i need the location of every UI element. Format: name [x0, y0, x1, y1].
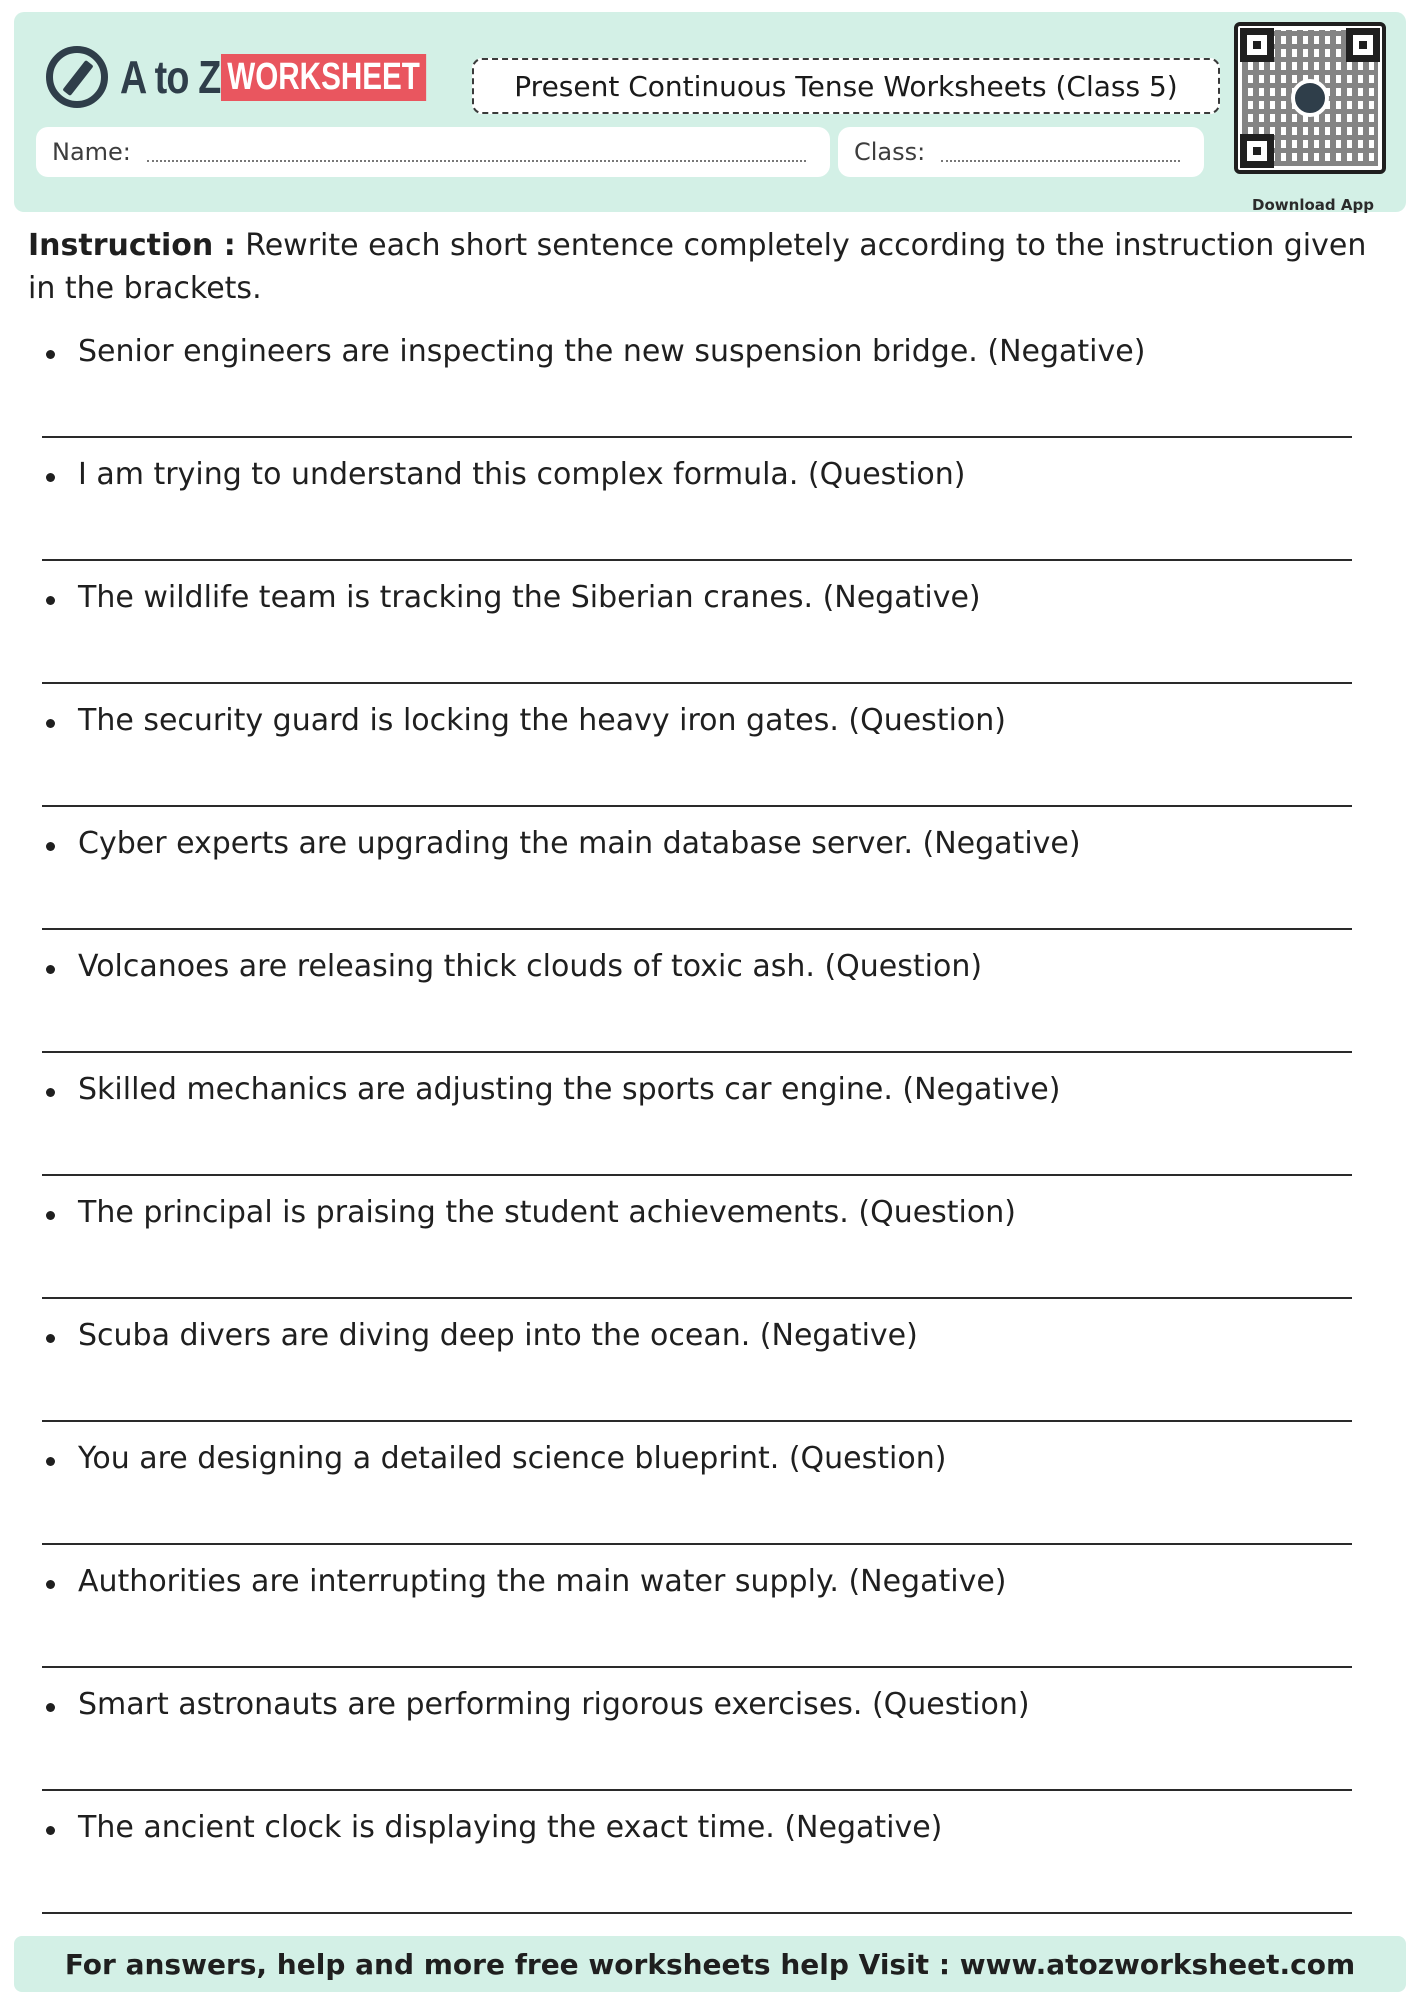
answer-line[interactable]: [42, 1174, 1352, 1176]
qr-finder-top-left: [1240, 28, 1274, 62]
list-item: [40, 812, 1352, 935]
exercise-sentence: Cyber experts are upgrading the main database server. (Negative): [78, 826, 1081, 861]
list-item: [40, 1550, 1352, 1673]
worksheet-title: Present Continuous Tense Worksheets (Class 5): [472, 58, 1220, 114]
answer-line[interactable]: [42, 1297, 1352, 1299]
answer-line[interactable]: [42, 928, 1352, 930]
qr-center-logo-icon: [1291, 79, 1329, 117]
instruction-text: Rewrite each short sentence completely according to the instruction given in the brackets.: [28, 228, 1367, 306]
list-item: [40, 1181, 1352, 1304]
list-item: [40, 1427, 1352, 1550]
site-logo[interactable]: [46, 42, 484, 112]
footer-banner: [14, 1936, 1406, 1992]
logo-text: A to Z: [120, 51, 221, 103]
list-item: [40, 1058, 1352, 1181]
qr-code-icon[interactable]: [1234, 22, 1386, 174]
exercise-sentence: The ancient clock is displaying the exact time. (Negative): [78, 1810, 943, 1845]
bullet-icon: [46, 842, 55, 851]
bullet-icon: [46, 350, 55, 359]
answer-line[interactable]: [42, 436, 1352, 438]
exercise-list: [40, 320, 1352, 1919]
answer-line[interactable]: [42, 1789, 1352, 1791]
list-item: [40, 935, 1352, 1058]
bullet-icon: [46, 1703, 55, 1712]
exercise-sentence: I am trying to understand this complex formula. (Question): [78, 457, 966, 492]
exercise-sentence: The principal is praising the student achievements. (Question): [78, 1195, 1016, 1230]
list-item: [40, 1304, 1352, 1427]
answer-line[interactable]: [42, 1666, 1352, 1668]
bullet-icon: [46, 965, 55, 974]
exercise-sentence: Authorities are interrupting the main water supply. (Negative): [78, 1564, 1007, 1599]
list-item: [40, 320, 1352, 443]
class-label: Class:: [854, 138, 926, 166]
exercise-sentence: Senior engineers are inspecting the new suspension bridge. (Negative): [78, 334, 1146, 369]
bullet-icon: [46, 1826, 55, 1835]
answer-line[interactable]: [42, 1543, 1352, 1545]
bullet-icon: [46, 719, 55, 728]
answer-line[interactable]: [42, 682, 1352, 684]
list-item: [40, 1796, 1352, 1919]
bullet-icon: [46, 1580, 55, 1589]
exercise-sentence: The security guard is locking the heavy iron gates. (Question): [78, 703, 1006, 738]
pen-logo-icon: [46, 46, 108, 108]
exercise-sentence: Scuba divers are diving deep into the ocean. (Negative): [78, 1318, 918, 1353]
answer-line[interactable]: [42, 1420, 1352, 1422]
header-banner: [14, 12, 1406, 212]
class-dotted-line: [941, 152, 1180, 162]
answer-line[interactable]: [42, 559, 1352, 561]
logo-badge: WORKSHEET: [221, 54, 426, 101]
answer-line[interactable]: [42, 1912, 1352, 1914]
list-item: [40, 566, 1352, 689]
bullet-icon: [46, 473, 55, 482]
answer-line[interactable]: [42, 1051, 1352, 1053]
class-field[interactable]: [838, 127, 1204, 177]
exercise-sentence: Skilled mechanics are adjusting the sports car engine. (Negative): [78, 1072, 1061, 1107]
name-label: Name:: [52, 138, 131, 166]
exercise-sentence: The wildlife team is tracking the Siberian cranes. (Negative): [78, 580, 981, 615]
footer-text[interactable]: For answers, help and more free worksheets help Visit : www.atozworksheet.com: [64, 1947, 1356, 1981]
list-item: [40, 443, 1352, 566]
answer-line[interactable]: [42, 805, 1352, 807]
download-app-label[interactable]: Download App: [1252, 196, 1374, 214]
bullet-icon: [46, 1457, 55, 1466]
instruction: [28, 224, 1388, 310]
bullet-icon: [46, 1334, 55, 1343]
list-item: [40, 689, 1352, 812]
bullet-icon: [46, 1211, 55, 1220]
name-dotted-line: [147, 152, 806, 162]
instruction-label: Instruction :: [28, 228, 236, 263]
bullet-icon: [46, 596, 55, 605]
qr-finder-top-right: [1346, 28, 1380, 62]
exercise-sentence: Smart astronauts are performing rigorous exercises. (Question): [78, 1687, 1030, 1722]
qr-finder-bottom-left: [1240, 134, 1274, 168]
exercise-sentence: Volcanoes are releasing thick clouds of toxic ash. (Question): [78, 949, 983, 984]
name-field[interactable]: [36, 127, 830, 177]
bullet-icon: [46, 1088, 55, 1097]
list-item: [40, 1673, 1352, 1796]
exercise-sentence: You are designing a detailed science blueprint. (Question): [78, 1441, 947, 1476]
